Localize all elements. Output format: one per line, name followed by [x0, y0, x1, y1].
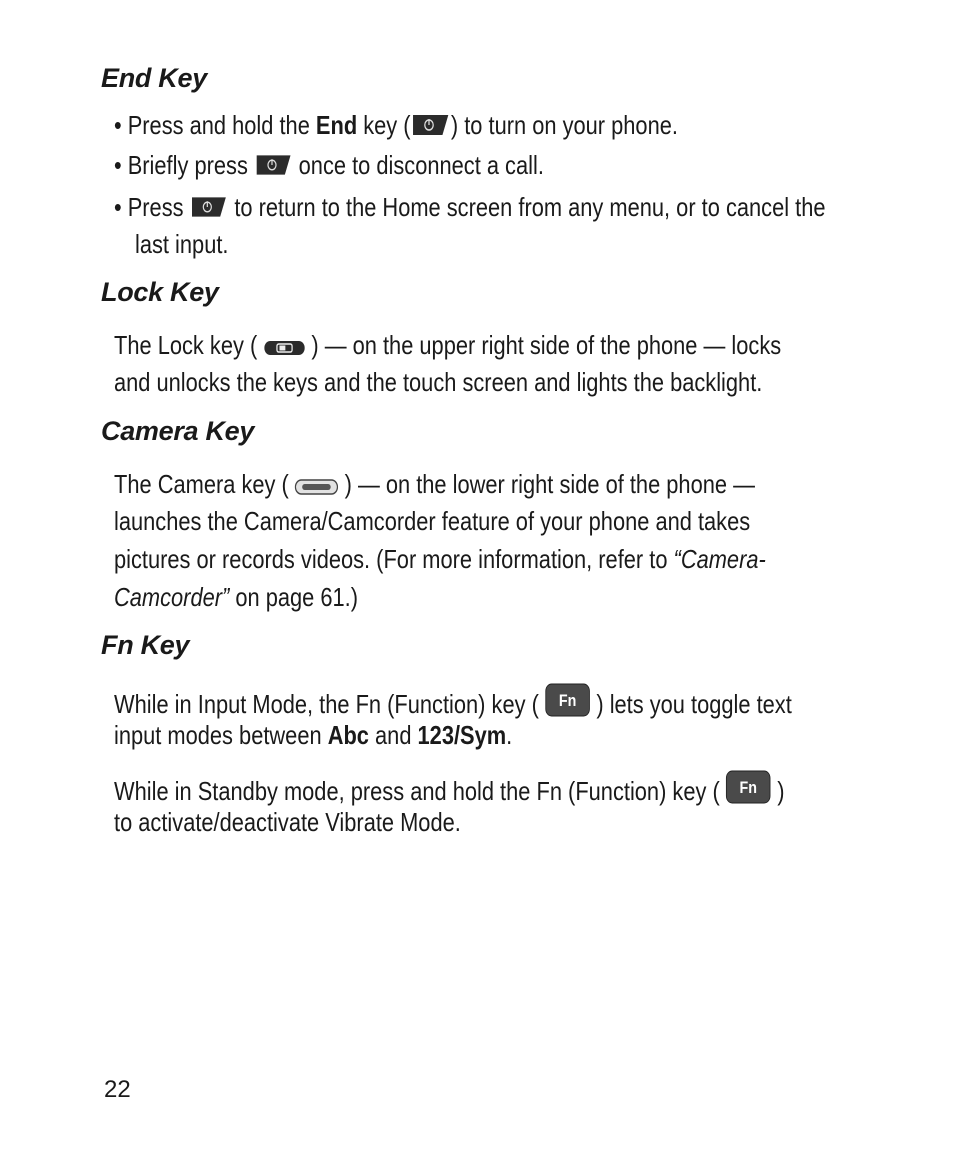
end-key-icon [254, 152, 293, 184]
svg-text:Fn: Fn [558, 691, 577, 711]
end-key-bullet-3: • Press to return to the Home screen from any menu, or to cancel the [114, 192, 826, 226]
page-number: 22 [104, 1076, 131, 1103]
end-key-bullet-1: • Press and hold the End key ( ) to turn on your phone. [114, 110, 678, 144]
end-key-icon [411, 112, 451, 144]
lock-key-icon [263, 334, 305, 364]
end-key-heading: End Key [101, 63, 207, 93]
fn-key-icon [545, 683, 590, 723]
end-key-icon [190, 194, 229, 226]
lock-key-line-1: The Lock key ( ) — on the upper right side of the phone — locks [114, 330, 781, 364]
camera-key-line-3: pictures or records videos. (For more information, refer to “Camera- [114, 544, 766, 574]
fn-key-line-4: to activate/deactivate Vibrate Mode. [114, 807, 461, 837]
camera-key-icon [295, 473, 339, 503]
lock-key-heading: Lock Key [101, 277, 219, 307]
camera-camcorder-link[interactable]: “Camera- [673, 544, 766, 574]
fn-key-line-3: While in Standby mode, press and hold the Fn (Function) key ( Fn ) [114, 770, 785, 810]
camera-camcorder-link[interactable]: Camcorder” [114, 582, 230, 612]
camera-key-line-1: The Camera key ( ) — on the lower right side of the phone — [114, 469, 755, 503]
lock-key-line-2: and unlocks the keys and the touch screen and lights the backlight. [114, 367, 763, 397]
fn-key-line-2: input modes between Abc and 123/Sym. [114, 720, 513, 750]
end-key-bullet-3-cont: last input. [135, 229, 229, 259]
fn-key-line-1: While in Input Mode, the Fn (Function) key ( Fn ) lets you toggle text [114, 683, 792, 723]
end-key-bullet-2: • Briefly press once to disconnect a call. [114, 150, 544, 184]
camera-key-line-2: launches the Camera/Camcorder feature of your phone and takes [114, 506, 751, 536]
camera-key-line-4: Camcorder” on page 61.) [114, 582, 359, 612]
fn-key-icon [726, 770, 771, 810]
camera-key-heading: Camera Key [101, 416, 255, 446]
svg-text:Fn: Fn [739, 778, 758, 798]
fn-key-heading: Fn Key [101, 630, 190, 660]
